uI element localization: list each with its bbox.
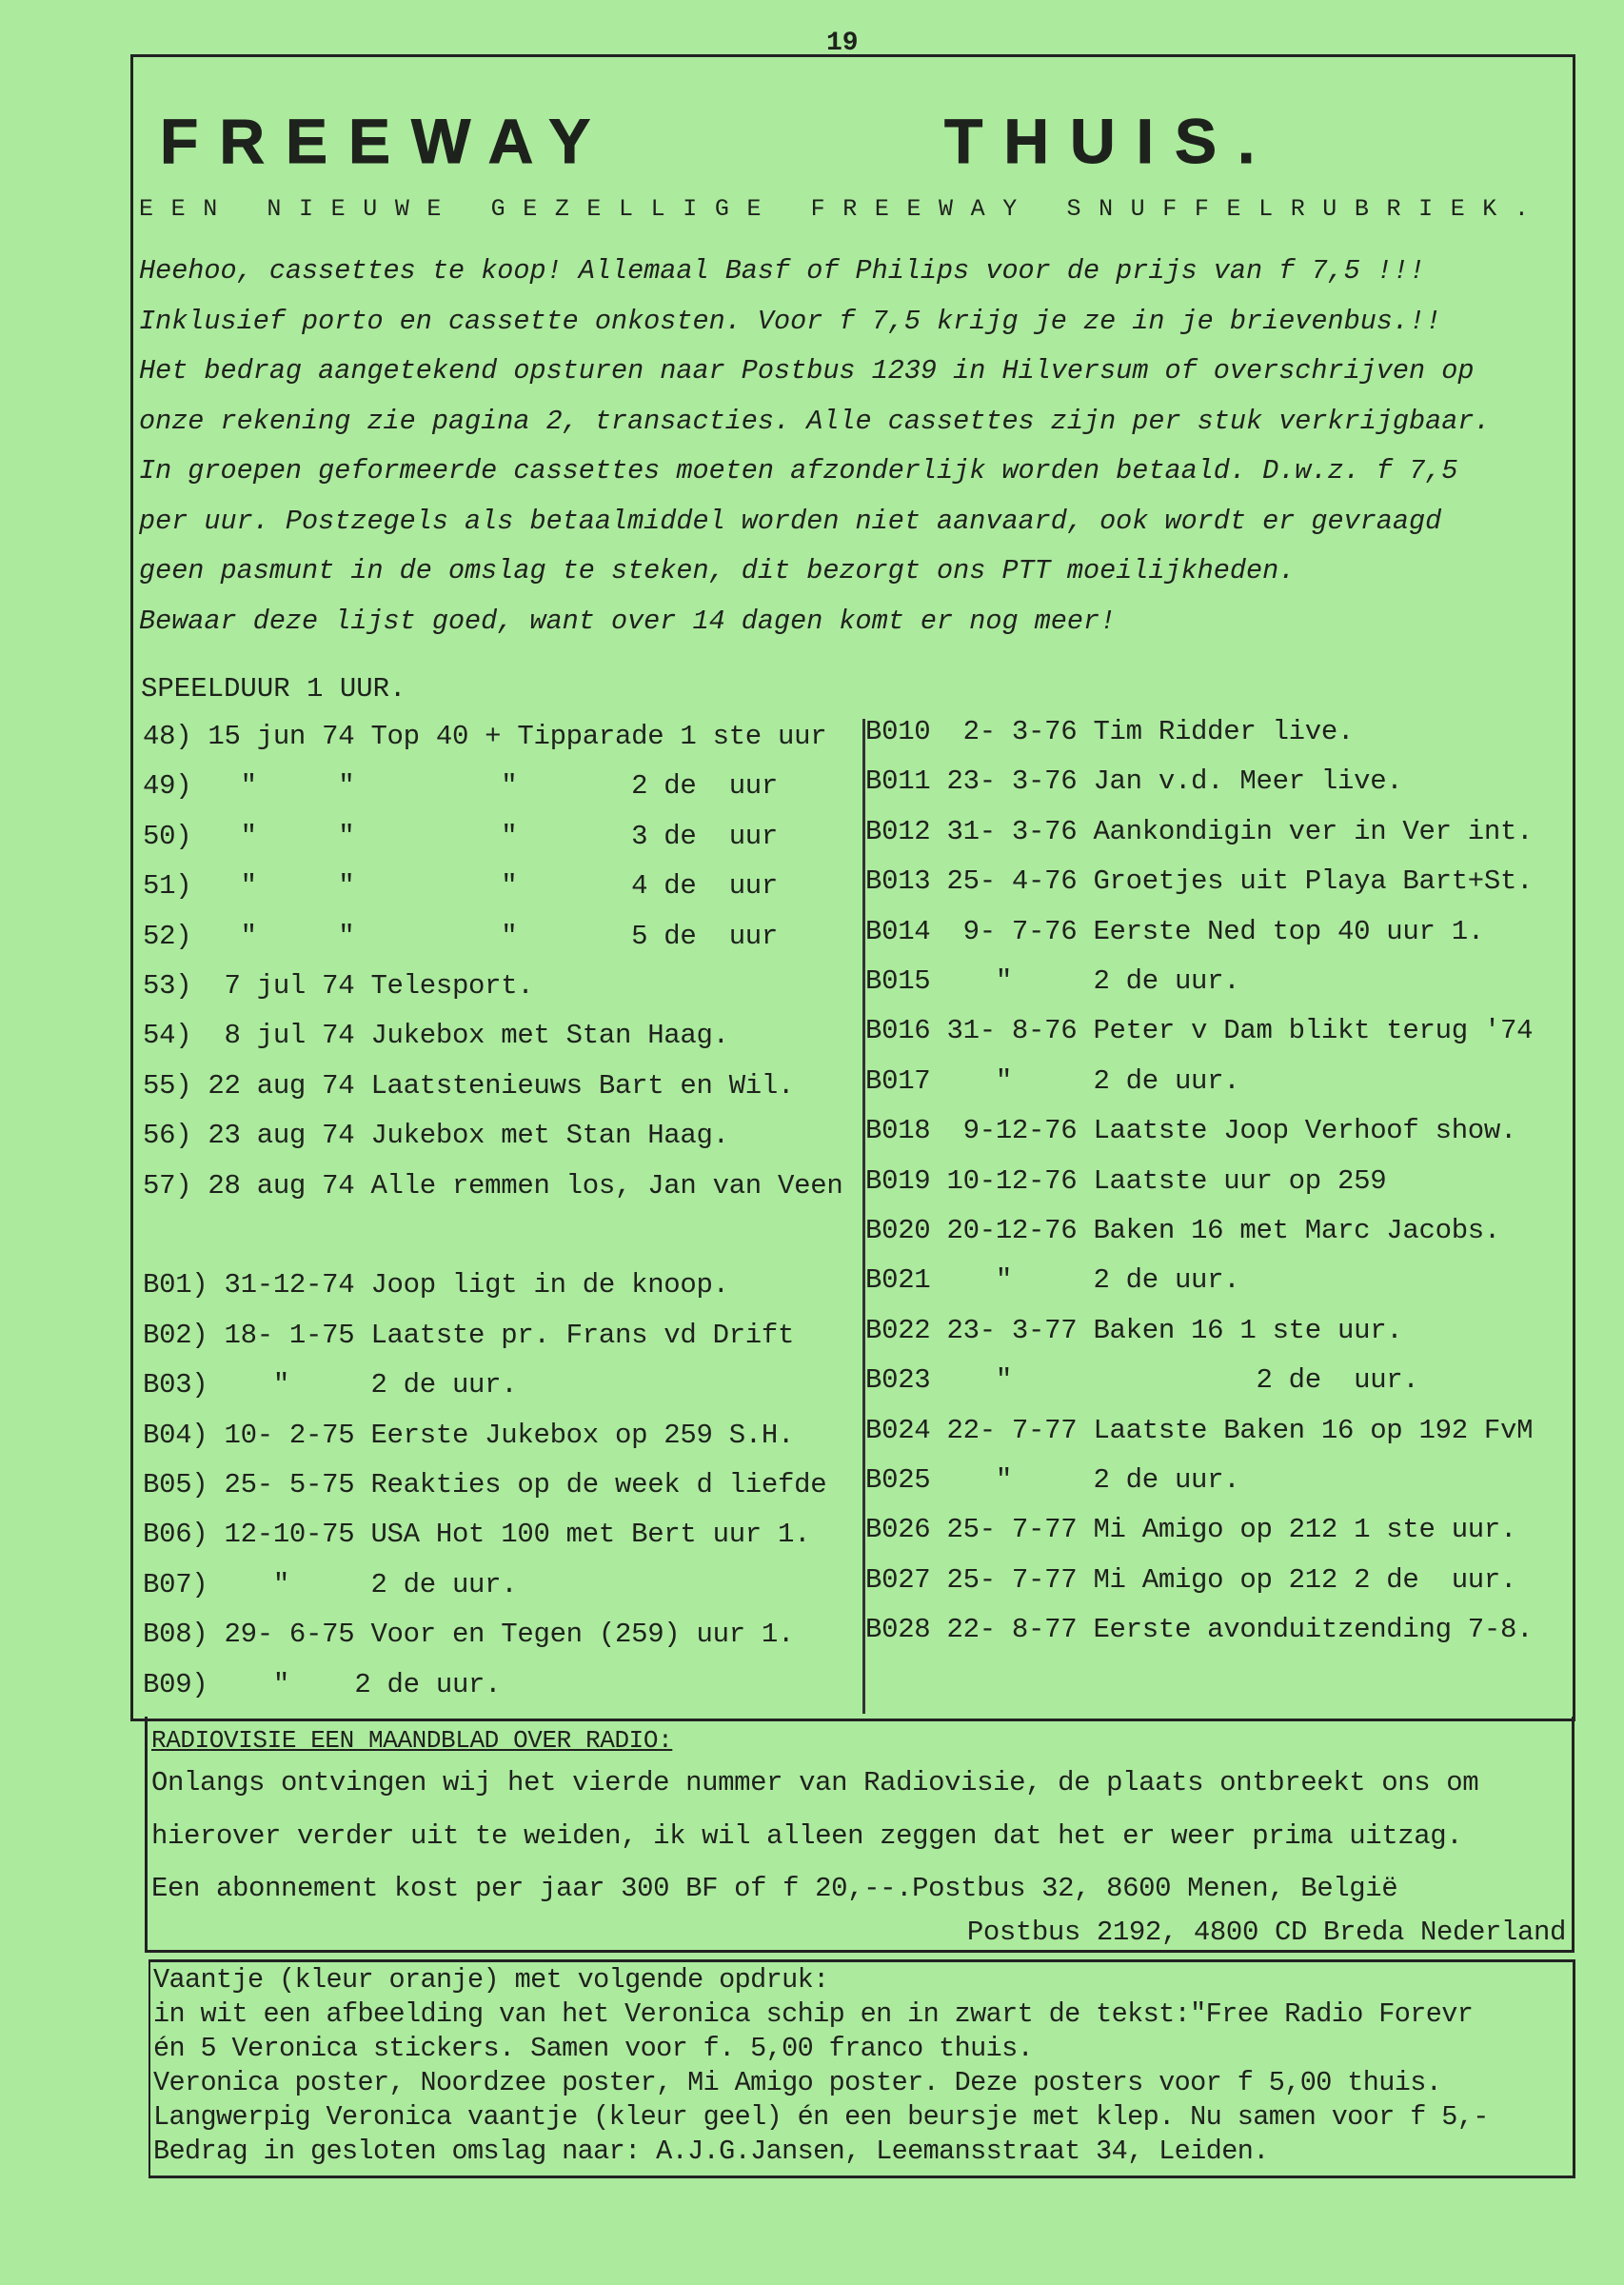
recording-row: B06) 12-10-75 USA Hot 100 met Bert uur 1. <box>143 1519 811 1551</box>
recording-row: B04) 10- 2-75 Eerste Jukebox op 259 S.H. <box>143 1419 795 1451</box>
intro-line: Inklusief porto en cassette onkosten. Voor f 7,5 krijg je ze in je brievenbus.!! <box>139 305 1442 337</box>
intro-line: Heehoo, cassettes te koop! Allemaal Basf of Philips voor de prijs van f 7,5 !!! <box>139 255 1426 287</box>
recording-row: 55) 22 aug 74 Laatstenieuws Bart en Wil. <box>143 1069 795 1102</box>
recording-row: B018 9-12-76 Laatste Joop Verhoof show. <box>865 1115 1517 1147</box>
recording-row: 49) " " " 2 de uur <box>143 770 779 803</box>
recording-row: B022 23- 3-77 Baken 16 1 ste uur. <box>865 1314 1403 1346</box>
intro-line: per uur. Postzegels als betaalmiddel worden niet aanvaard, ook wordt er gevraagd <box>139 505 1442 537</box>
intro-line: In groepen geformeerde cassettes moeten afzonderlijk worden betaald. D.w.z. f 7,5 <box>139 455 1458 487</box>
intro-line: geen pasmunt in de omslag te steken, dit bezorgt ons PTT moeilijkheden. <box>139 555 1296 586</box>
merchandise-line: Langwerpig Veronica vaantje (kleur geel) én een beursje met klep. Nu samen voor f 5,- <box>153 2101 1489 2133</box>
recording-row: B015 " 2 de uur. <box>865 965 1240 997</box>
radiovisie-box <box>145 1717 1574 1953</box>
recording-row: B01) 31-12-74 Joop ligt in de knoop. <box>143 1269 729 1301</box>
recording-row: B016 31- 8-76 Peter v Dam blikt terug '74 <box>865 1015 1534 1047</box>
recording-row: B025 " 2 de uur. <box>865 1464 1240 1496</box>
recording-row: B012 31- 3-76 Aankondigin ver in Ver int. <box>865 815 1534 847</box>
recording-row: B020 20-12-76 Baken 16 met Marc Jacobs. <box>865 1215 1501 1246</box>
radiovisie-line: hierover verder uit te weiden, ik wil alleen zeggen dat het er weer prima uitzag. <box>151 1820 1463 1852</box>
radiovisie-line: Een abonnement kost per jaar 300 BF of f 20,--.Postbus 32, 8600 Menen, België <box>151 1873 1398 1904</box>
recording-row: B028 22- 8-77 Eerste avonduitzending 7-8. <box>865 1614 1534 1646</box>
recording-row: B019 10-12-76 Laatste uur op 259 <box>865 1164 1387 1197</box>
recording-row: B03) " 2 de uur. <box>143 1369 518 1401</box>
merchandise-line: Veronica poster, Noordzee poster, Mi Amigo poster. Deze posters voor f 5,00 thuis. <box>153 2067 1442 2098</box>
recording-row: B010 2- 3-76 Tim Ridder live. <box>865 716 1355 747</box>
recording-row: 51) " " " 4 de uur <box>143 870 779 903</box>
recording-row: 54) 8 jul 74 Jukebox met Stan Haag. <box>143 1020 729 1052</box>
recording-row: 53) 7 jul 74 Telesport. <box>143 970 534 1002</box>
merchandise-line: in wit een afbeelding van het Veronica schip en in zwart de tekst:"Free Radio Forevr <box>153 1998 1474 2030</box>
merchandise-line: Bedrag in gesloten omslag naar: A.J.G.Jansen, Leemansstraat 34, Leiden. <box>153 2136 1269 2167</box>
intro-line: Het bedrag aangetekend opsturen naar Postbus 1239 in Hilversum of overschrijven op <box>139 355 1475 387</box>
page-number: 19 <box>826 29 859 58</box>
intro-line: Bewaar deze lijst goed, want over 14 dagen komt er nog meer! <box>139 605 1117 637</box>
recording-row: B017 " 2 de uur. <box>865 1064 1240 1097</box>
subtitle: EEN NIEUWE GEZELLIGE FREEWAY SNUFFELRUBRIEK. <box>139 195 1547 223</box>
recording-row: B09) " 2 de uur. <box>143 1668 502 1700</box>
merchandise-line: én 5 Veronica stickers. Samen voor f. 5,00 franco thuis. <box>153 2033 1034 2064</box>
merchandise-box <box>149 1959 1575 2178</box>
intro-line: onze rekening zie pagina 2, transacties. Alle cassettes zijn per stuk verkrijgbaar. <box>139 405 1491 437</box>
recording-row: 48) 15 jun 74 Top 40 + Tipparade 1 ste uur <box>143 721 827 752</box>
speelduur-heading: SPEELDUUR 1 UUR. <box>141 673 406 705</box>
recording-row: B08) 29- 6-75 Voor en Tegen (259) uur 1. <box>143 1619 795 1651</box>
recording-row: B026 25- 7-77 Mi Amigo op 212 1 ste uur. <box>865 1514 1517 1546</box>
title-thuis: THUIS. <box>944 106 1277 176</box>
merchandise-line: Vaantje (kleur oranje) met volgende opdruk: <box>153 1964 829 1996</box>
recording-row: B011 23- 3-76 Jan v.d. Meer live. <box>865 765 1403 798</box>
radiovisie-address: Postbus 2192, 4800 CD Breda Nederland <box>966 1917 1566 1948</box>
title-freeway: FREEWAY <box>160 106 612 176</box>
recording-row: B013 25- 4-76 Groetjes uit Playa Bart+St. <box>865 865 1534 898</box>
recording-row: B023 " 2 de uur. <box>865 1364 1419 1397</box>
recording-row: 52) " " " 5 de uur <box>143 920 779 952</box>
recording-row: 50) " " " 3 de uur <box>143 820 779 852</box>
recording-row: B05) 25- 5-75 Reakties op de week d liefde <box>143 1469 827 1500</box>
recording-row: B07) " 2 de uur. <box>143 1568 518 1600</box>
recording-row: 56) 23 aug 74 Jukebox met Stan Haag. <box>143 1120 729 1152</box>
radiovisie-line: Onlangs ontvingen wij het vierde nummer van Radiovisie, de plaats ontbreekt ons om <box>151 1767 1479 1798</box>
recording-row: 57) 28 aug 74 Alle remmen los, Jan van Veen <box>143 1169 843 1202</box>
recording-row: B02) 18- 1-75 Laatste pr. Frans vd Drift <box>143 1319 795 1351</box>
recording-row: B027 25- 7-77 Mi Amigo op 212 2 de uur. <box>865 1563 1517 1596</box>
recording-row: B021 " 2 de uur. <box>865 1264 1240 1297</box>
radiovisie-heading: RADIOVISIE EEN MAANDBLAD OVER RADIO: <box>151 1726 673 1755</box>
recording-row: B024 22- 7-77 Laatste Baken 16 op 192 FvM <box>865 1414 1534 1446</box>
recording-row: B014 9- 7-76 Eerste Ned top 40 uur 1. <box>865 915 1484 947</box>
